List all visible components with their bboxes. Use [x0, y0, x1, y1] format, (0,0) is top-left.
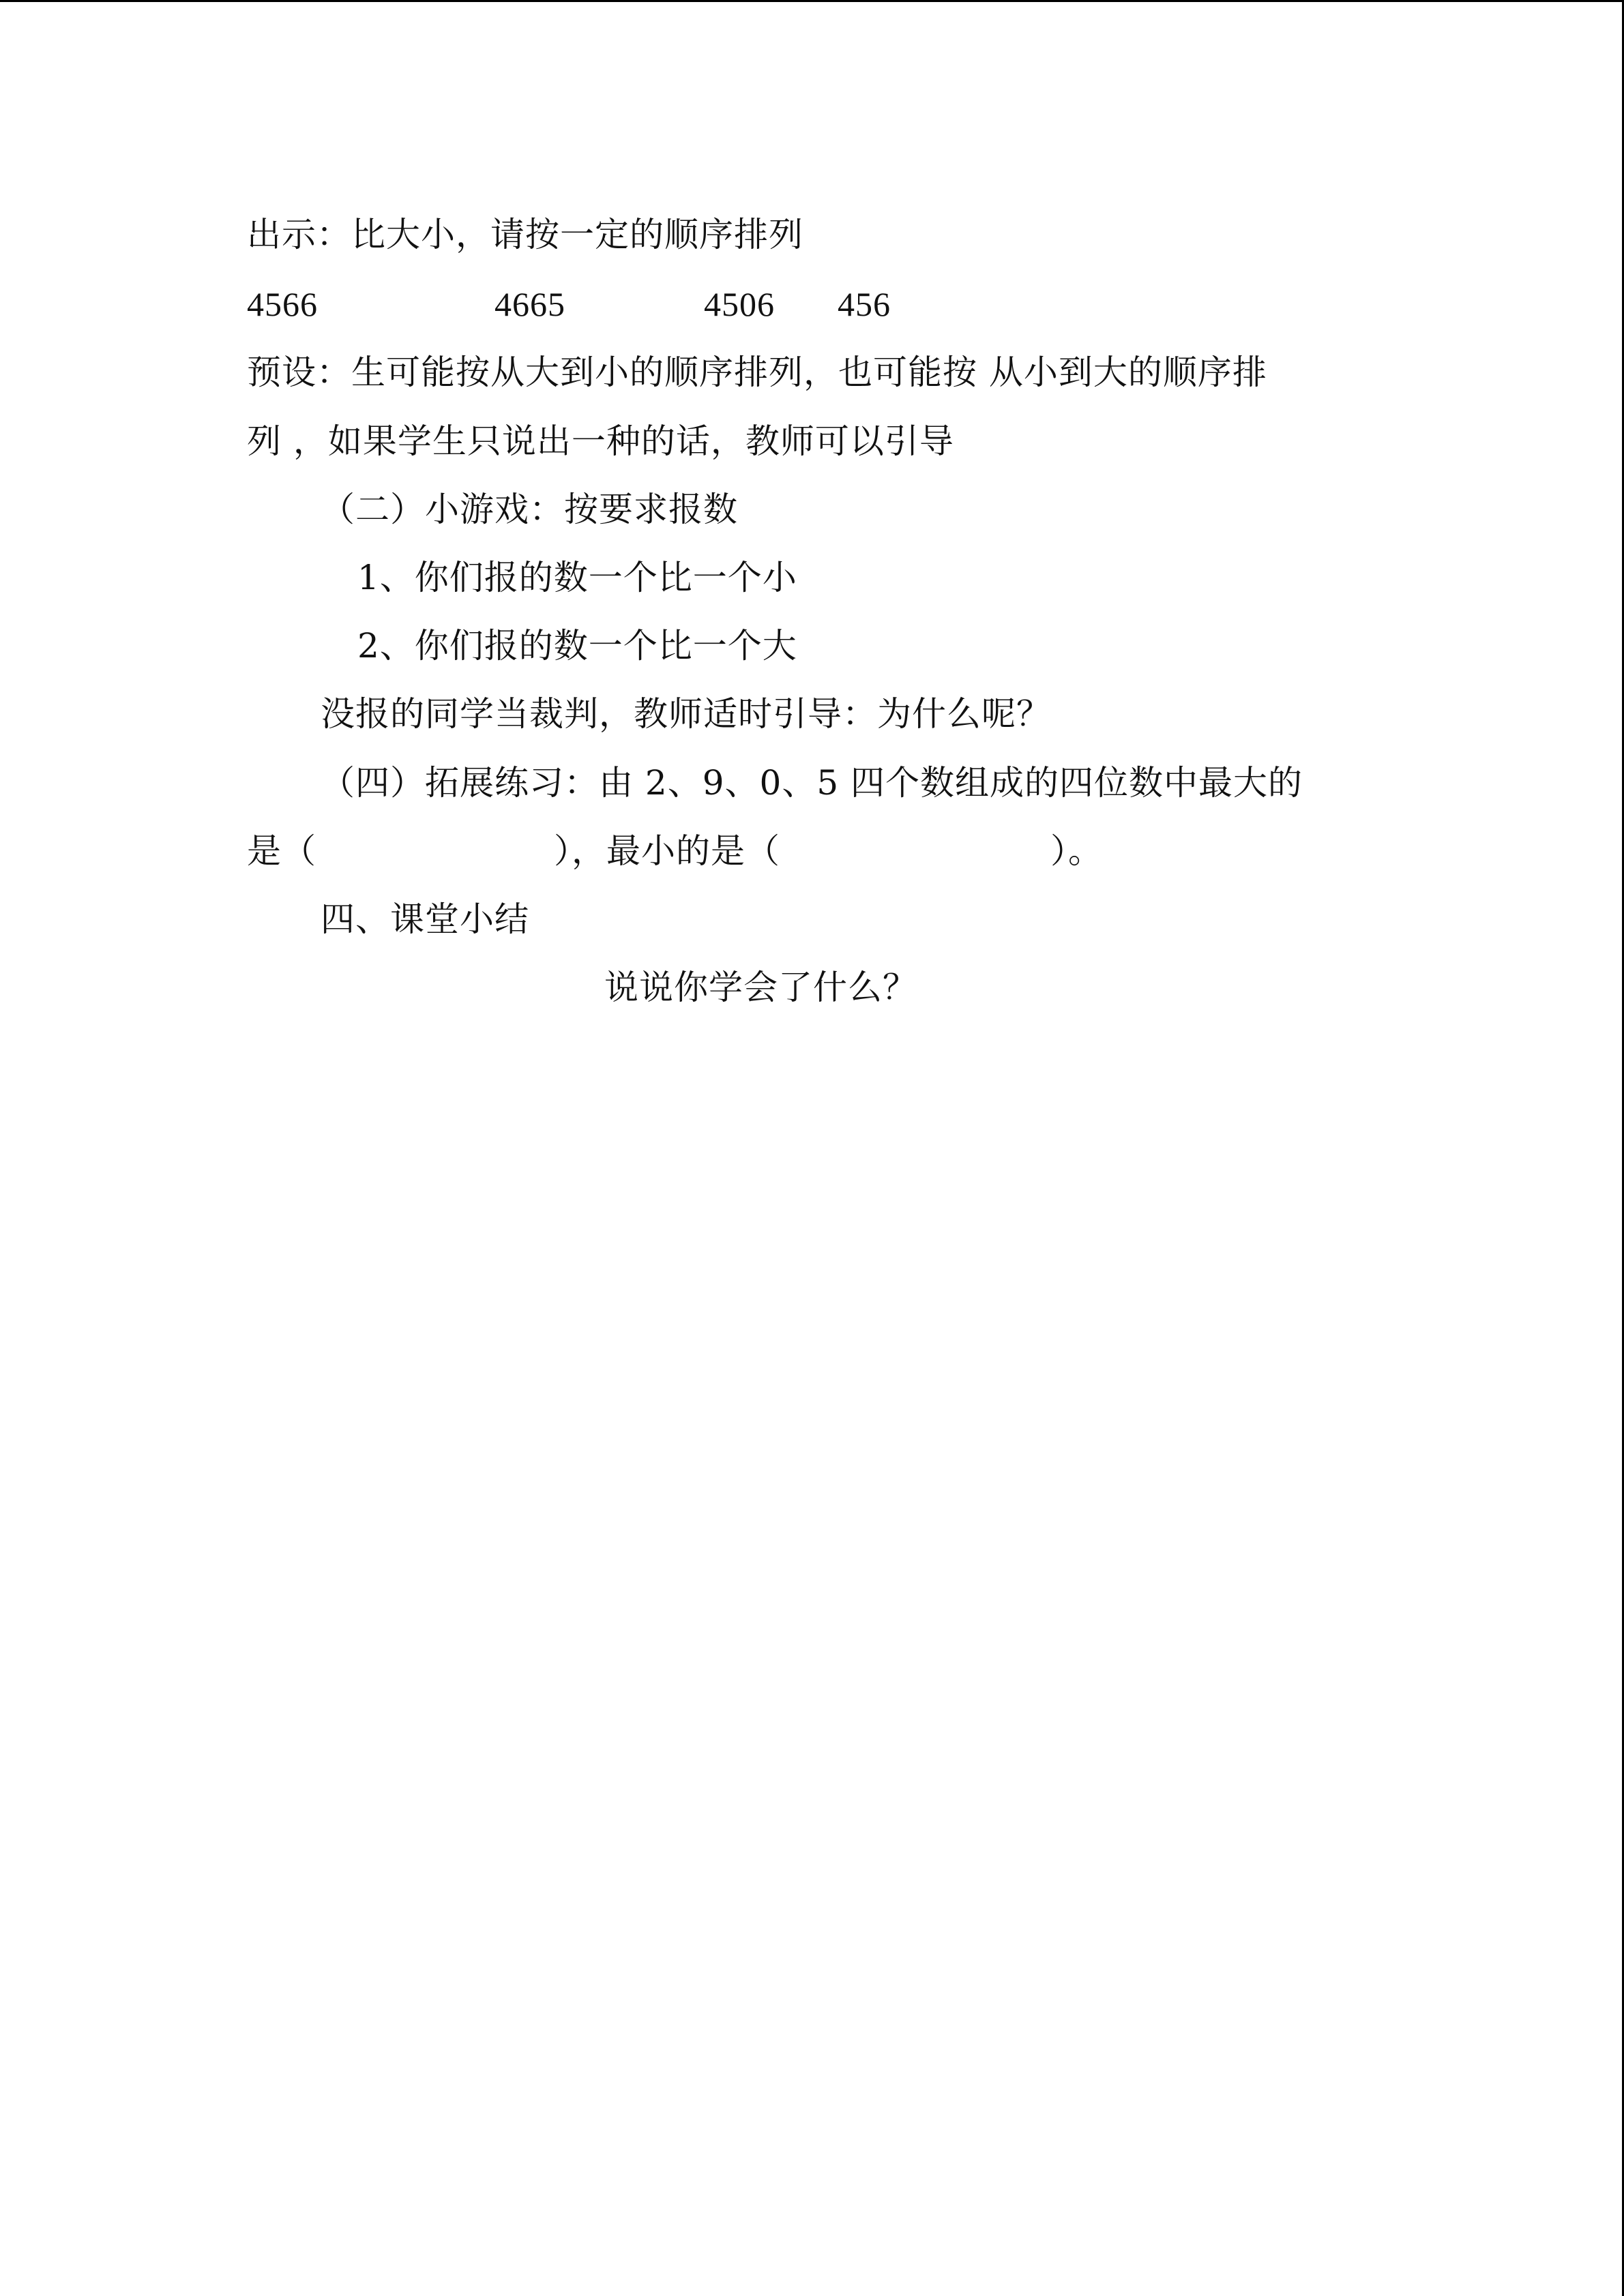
extension-line-1: （四）拓展练习：由 2、9、0、5 四个数组成的四位数中最大的: [321, 763, 1303, 803]
extension-line-2-end: ）。: [1050, 831, 1103, 871]
display-instruction: 出示：比大小，请按一定的顺序排列: [247, 215, 803, 254]
game-item-1: 1、你们报的数一个比一个小: [357, 558, 797, 597]
summary-heading: 四、课堂小结: [321, 899, 529, 939]
preset-line-2: 列 ，如果学生只说出一种的话，教师可以引导: [247, 421, 954, 461]
preset-line-1: 预设：生可能按从大到小的顺序排列，也可能按 从小到大的顺序排: [247, 353, 1267, 392]
extension-line-2-middle: ），最小的是（: [554, 831, 780, 871]
page-top-border: [0, 0, 1624, 2]
number-4506: 4506: [704, 285, 775, 323]
number-4566: 4566: [247, 285, 318, 323]
extension-line-2-start: 是（: [247, 831, 316, 871]
game-item-2: 2、你们报的数一个比一个大: [357, 626, 797, 666]
number-4665: 4665: [494, 285, 565, 323]
referee-note: 没报的同学当裁判，教师适时引导：为什么呢？: [321, 694, 1051, 734]
game-heading: （二）小游戏：按要求报数: [321, 490, 738, 529]
summary-question: 说说你学会了什么？: [604, 968, 917, 1007]
number-456: 456: [838, 285, 891, 323]
